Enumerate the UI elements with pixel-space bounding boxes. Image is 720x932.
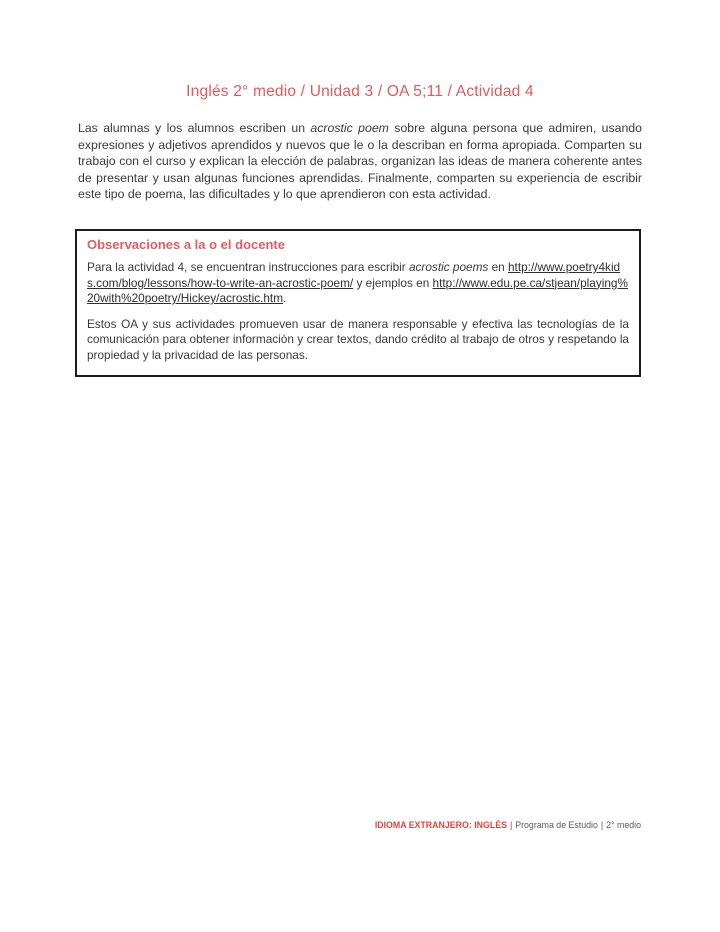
page-title: Inglés 2° medio / Unidad 3 / OA 5;11 / Actividad 4 — [186, 83, 534, 100]
footer-separator: | — [509, 820, 513, 830]
observations-italic-term: acrostic poems — [408, 260, 489, 274]
footer — [375, 820, 641, 830]
footer-section-label: IDIOMA EXTRANJERO: INGLÉS — [374, 820, 507, 830]
observations-text-segment: y ejemplos en — [353, 275, 433, 290]
intro-italic-term: acrostic poem — [310, 121, 389, 135]
observations-heading: Observaciones a la o el docente — [87, 237, 285, 252]
observations-text-segment: . — [283, 291, 287, 306]
observations-text-segment: Para la actividad 4, se encuentran instrucciones para escribir — [87, 260, 409, 274]
observations-box — [75, 229, 641, 377]
intro-paragraph — [78, 120, 642, 203]
observations-text-segment: en — [488, 260, 508, 274]
observations-paragraph-1 — [87, 260, 629, 307]
footer-program-label: Programa de Estudio — [515, 820, 598, 830]
footer-separator: | — [600, 820, 604, 830]
link-poetry4kids[interactable]: http://www.poetry4kids.com/blog/lessons/how-to-write-an-acrostic-poem/ — [87, 260, 621, 290]
footer-level-label: 2° medio — [606, 820, 641, 830]
intro-text-segment: sobre alguna persona que admiren, usando expresiones y adjetivos aprendidos y nuevos que le o la describan en forma apropiada. Comparten su trabajo con el curso y explican la elección de palabras, organizan las ideas de manera coherente antes de presentar y usan algunas funciones aprendidas. Finalmente, comparten su experiencia de escribir este tipo de poema, las dificultades y lo que aprendieron con esta actividad. — [78, 121, 642, 202]
observations-paragraph-2: Estos OA y sus actividades promueven usar de manera responsable y efectiva las tecnologías de la comunicación para obtener información y crear textos, dando crédito al trabajo de otros y respetando la propiedad y la privacidad de las personas. — [87, 316, 629, 362]
intro-text-segment: Las alumnas y los alumnos escriben un — [78, 121, 311, 135]
link-edu-pe-ca-acrostic[interactable]: http://www.edu.pe.ca/stjean/playing%20with%20poetry/Hickey/acrostic.htm — [87, 275, 628, 306]
